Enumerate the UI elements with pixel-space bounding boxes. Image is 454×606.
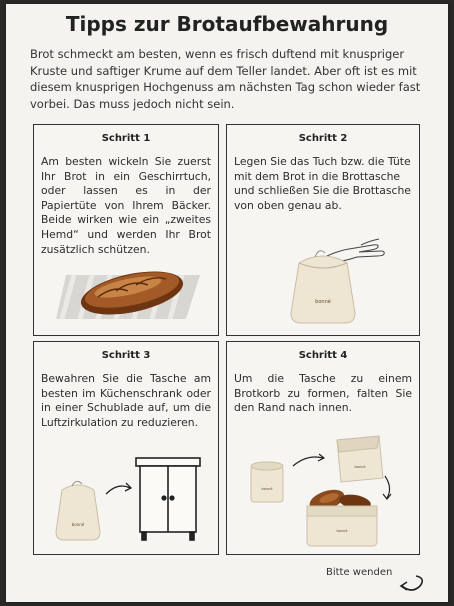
step-1-text: Am besten wickeln Sie zuerst Ihr Brot in ein Geschirrtuch, oder lassen es in der Papiertüte von Ihrem Bäcker. Beide wirken wie ein „zweites Hemd“ und werden Ihr Brot zusätzlich schützen. [41,155,211,256]
arrow-icon [293,454,324,466]
step-3-text: Bewahren Sie die Tasche am besten im Küchenschrank oder in einer Schublade auf, um die Luftzirkulation zu reduzieren. [41,372,211,429]
step-1-card [33,124,219,336]
page-title: Tipps zur Brotaufbewahrung [65,12,389,36]
step-3-heading: Schritt 3 [101,350,151,361]
bag-to-basket-illustration [245,426,409,550]
bread-bag-icon [285,243,361,327]
step-4-text: Um die Tasche zu einem Brotkorb zu formen, falten Sie den Rand nach innen. [234,372,412,415]
folded-bag-icon [337,436,383,482]
step-3-card [33,341,219,555]
step-2-heading: Schritt 2 [298,133,348,144]
bread-on-towel-illustration [54,263,204,325]
step-2-text: Legen Sie das Tuch bzw. die Tüte mit dem Brot in die Brottasche und schließen Sie die Brottasche von oben genau ab. [234,155,411,212]
flyer-page [6,4,448,602]
intro-paragraph: Brot schmeckt am besten, wenn es frisch duftend mit knuspriger Kruste und saftiger Krume auf dem Teller landet. Aber oft ist es mit diesem knusprigen Hochgenuss am nächsten Tag schon wieder fast vorbei. Das muss jedoch nicht sein. [30,47,421,111]
arrow-icon [106,483,131,494]
step-4-heading: Schritt 4 [298,350,348,361]
bread-bag-icon [56,481,100,540]
bag-label: bonné [354,465,366,469]
bag-label: bonné [336,529,348,533]
cabinet-icon [136,458,200,540]
bag-and-cabinet-illustration [44,452,214,548]
bag-label: bonné [315,299,331,305]
step-4-card [226,341,420,555]
bag-label: bonné [261,487,273,491]
rolled-bag-icon [251,462,283,502]
step-1-heading: Schritt 1 [101,133,151,144]
step-2-card [226,124,420,336]
bag-label: bonné [71,522,85,527]
bread-basket-icon [307,486,377,546]
turn-page-label: Bitte wenden [326,567,393,578]
turn-arrow-icon [398,572,428,594]
arrow-icon [383,476,391,499]
